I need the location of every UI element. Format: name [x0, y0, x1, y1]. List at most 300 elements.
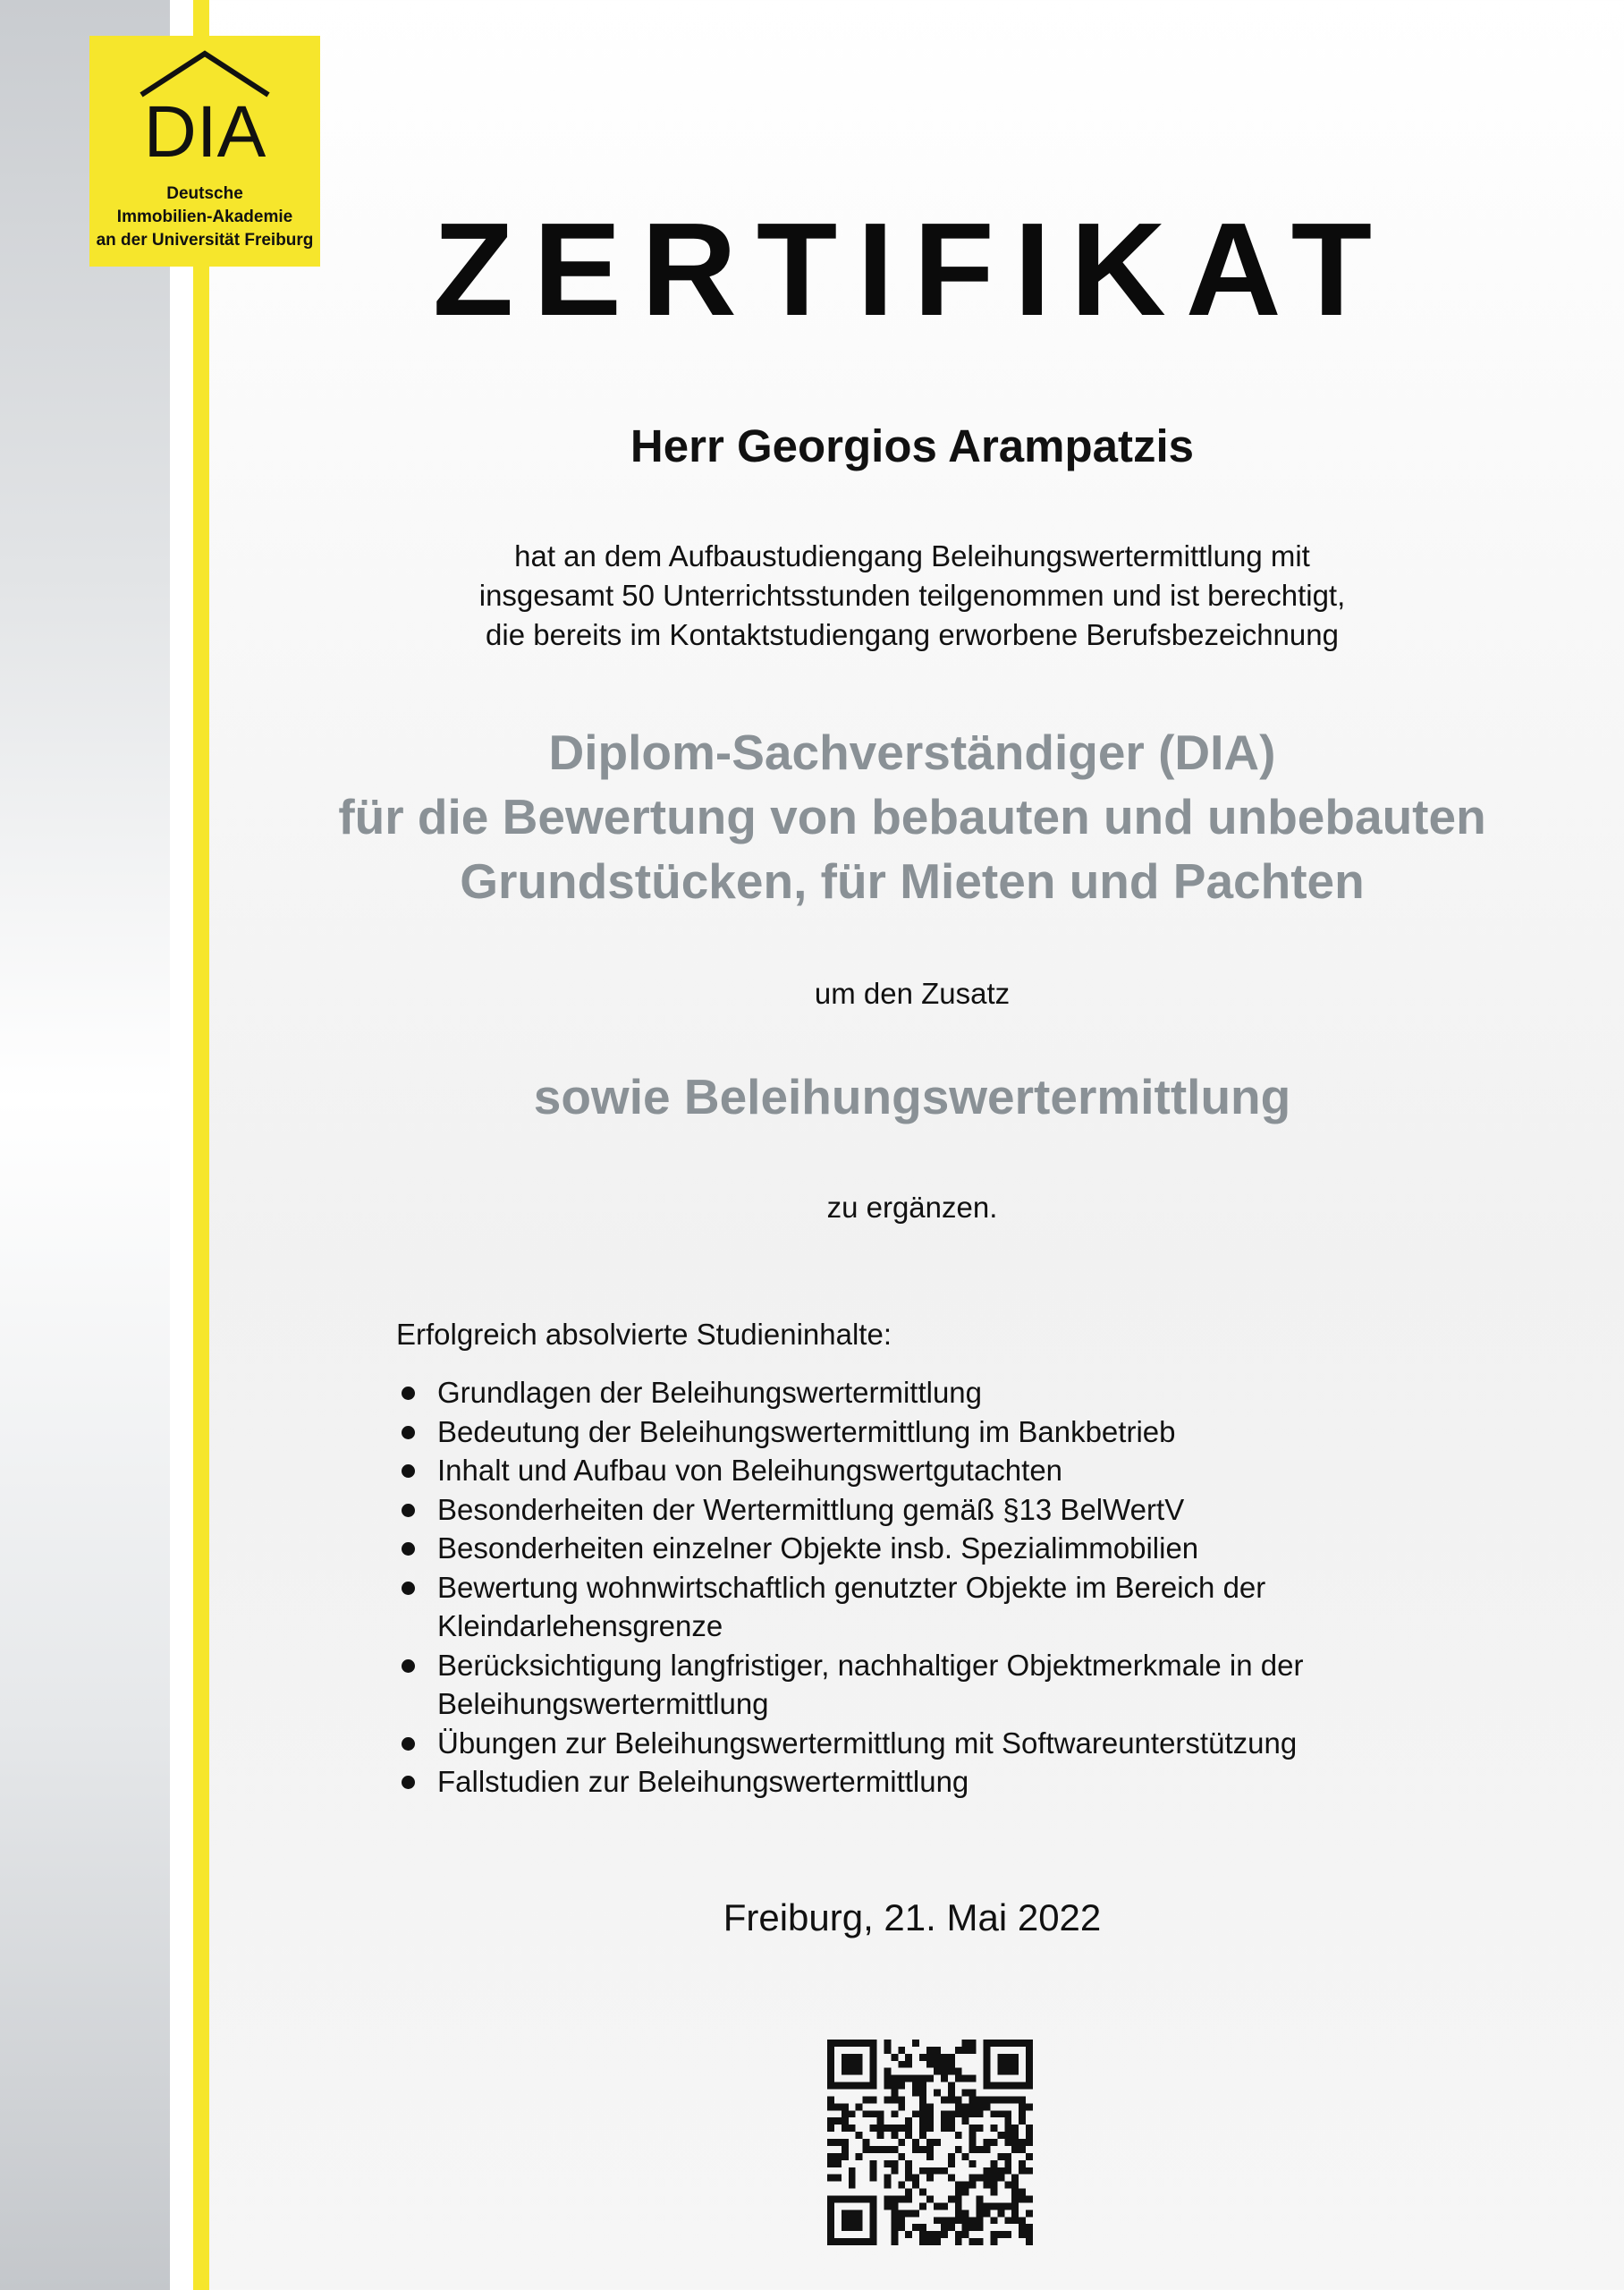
qr-module [891, 2075, 898, 2082]
qr-module [912, 2224, 919, 2231]
qr-module [1019, 2189, 1026, 2196]
qr-module [884, 2068, 891, 2075]
contents-heading: Erfolgreich absolvierte Studieninhalte: [396, 1318, 892, 1351]
qr-module [926, 2153, 934, 2160]
qr-module [898, 2217, 905, 2224]
qr-module [969, 2103, 977, 2110]
qr-module [898, 2209, 905, 2217]
bullet-icon [402, 1426, 415, 1439]
qr-module [877, 2110, 884, 2117]
qr-module [898, 2082, 905, 2090]
qr-module [1004, 2040, 1011, 2047]
qr-module [955, 2096, 962, 2103]
qr-module [827, 2139, 834, 2146]
qr-module [919, 2202, 926, 2209]
qr-module [912, 2146, 919, 2153]
qr-module [842, 2110, 849, 2117]
qr-module [997, 2231, 1004, 2238]
qr-module [962, 2090, 969, 2097]
qr-module [884, 2182, 891, 2189]
qr-module [983, 2182, 990, 2189]
qr-module [1019, 2160, 1026, 2167]
qr-module [1011, 2132, 1019, 2139]
qr-module [884, 2146, 891, 2153]
qr-module [983, 2209, 990, 2217]
qr-module [870, 2238, 877, 2245]
bullet-icon [402, 1776, 415, 1789]
qr-module [856, 2054, 863, 2061]
qr-module [834, 2160, 842, 2167]
qr-module [891, 2146, 898, 2153]
qr-module [849, 2061, 856, 2068]
qr-module [849, 2040, 856, 2047]
qr-module [870, 2160, 877, 2167]
qr-module [1019, 2139, 1026, 2146]
qr-module [941, 2068, 948, 2075]
qr-module [977, 2209, 984, 2217]
qr-module [948, 2061, 955, 2068]
qr-module [1019, 2096, 1026, 2103]
qr-module [870, 2175, 877, 2182]
qr-module [842, 2054, 849, 2061]
qr-module [870, 2075, 877, 2082]
qr-module [842, 2195, 849, 2202]
qr-module [977, 2146, 984, 2153]
qr-module [969, 2146, 977, 2153]
qr-module [1011, 2195, 1019, 2202]
qr-module [969, 2090, 977, 2097]
decorative-gray-strip [0, 0, 170, 2290]
qr-module [1026, 2054, 1033, 2061]
qr-module [842, 2139, 849, 2146]
qr-module [948, 2125, 955, 2132]
qr-module [969, 2075, 977, 2082]
qr-module [997, 2153, 1004, 2160]
qr-module [941, 2167, 948, 2175]
qr-module [948, 2068, 955, 2075]
qr-module [1011, 2146, 1019, 2153]
qr-module [955, 2047, 962, 2054]
qr-module [934, 2047, 941, 2054]
qr-module [977, 2125, 984, 2132]
qr-module [948, 2096, 955, 2103]
qr-module [842, 2217, 849, 2224]
zusatz-title: sowie Beleihungswertermittlung [533, 1069, 1291, 1124]
qr-module [990, 2189, 997, 2196]
qr-module [827, 2047, 834, 2054]
list-item: Besonderheiten der Wertermittlung gemäß §13 BelWertV [396, 1490, 1523, 1530]
qr-module [919, 2090, 926, 2097]
list-item: Besonderheiten einzelner Objekte insb. Spezialimmobilien [396, 1529, 1523, 1568]
logo-mark: DIA [143, 91, 266, 173]
intro-line-1: hat an dem Aufbaustudiengang Beleihungswertermittlung mit [514, 539, 1310, 572]
qr-module [849, 2209, 856, 2217]
qr-module [898, 2125, 905, 2132]
qr-module [891, 2202, 898, 2209]
qr-module [891, 2167, 898, 2175]
qr-module [1011, 2189, 1019, 2196]
qr-module [856, 2217, 863, 2224]
qr-module [990, 2110, 997, 2117]
qr-module [849, 2068, 856, 2075]
qr-module [1004, 2202, 1011, 2209]
qr-module [827, 2160, 834, 2167]
qr-module [934, 2202, 941, 2209]
qr-module [870, 2167, 877, 2175]
qr-module [863, 2082, 870, 2090]
qr-module [919, 2096, 926, 2103]
qr-module [898, 2224, 905, 2231]
zusatz-intro: um den Zusatz [814, 977, 1011, 1010]
qr-module [1011, 2061, 1019, 2068]
qr-module [1019, 2082, 1026, 2090]
qr-module [1004, 2082, 1011, 2090]
list-item: Fallstudien zur Beleihungswertermittlung [396, 1762, 1523, 1802]
qr-module [1019, 2040, 1026, 2047]
qr-module [1026, 2139, 1033, 2146]
qr-module [834, 2153, 842, 2160]
qr-module [842, 2146, 849, 2153]
qr-module [870, 2217, 877, 2224]
qr-module [926, 2125, 934, 2132]
qr-module [863, 2096, 870, 2103]
qr-module [1026, 2231, 1033, 2238]
qr-module [905, 2160, 912, 2167]
qr-module [977, 2175, 984, 2182]
qr-module [941, 2110, 948, 2117]
qr-module [926, 2175, 934, 2182]
qr-module [983, 2061, 990, 2068]
qr-module [990, 2160, 997, 2167]
qr-module [870, 2047, 877, 2054]
qr-module [898, 2103, 905, 2110]
qr-module [1004, 2096, 1011, 2103]
qr-module [834, 2082, 842, 2090]
qr-module [919, 2054, 926, 2061]
qr-module [926, 2195, 934, 2202]
qr-module [891, 2160, 898, 2167]
qr-module [1011, 2125, 1019, 2132]
qr-module [898, 2195, 905, 2202]
qr-module [977, 2238, 984, 2245]
qr-module [1026, 2132, 1033, 2139]
qr-module [948, 2090, 955, 2097]
qr-module [1011, 2217, 1019, 2224]
qr-module [891, 2224, 898, 2231]
qr-module [948, 2082, 955, 2090]
qr-module [955, 2217, 962, 2224]
qr-module [990, 2231, 997, 2238]
qr-module [870, 2096, 877, 2103]
qr-module [1019, 2231, 1026, 2238]
qr-module [849, 2224, 856, 2231]
qr-module [926, 2231, 934, 2238]
qr-module [955, 2132, 962, 2139]
qr-module [926, 2103, 934, 2110]
qr-module [977, 2202, 984, 2209]
intro-line-3: die bereits im Kontaktstudiengang erworbene Berufsbezeichnung [486, 618, 1339, 651]
qr-module [884, 2160, 891, 2167]
qr-module [898, 2061, 905, 2068]
qr-module [990, 2139, 997, 2146]
qr-module [997, 2061, 1004, 2068]
qr-module [969, 2125, 977, 2132]
qr-module [962, 2075, 969, 2082]
qr-module [912, 2182, 919, 2189]
recipient-name: Herr Georgios Arampatzis [630, 420, 1195, 471]
qr-module [856, 2061, 863, 2068]
qr-module [884, 2040, 891, 2047]
house-roof-icon [89, 36, 320, 188]
degree-line-1: Diplom-Sachverständiger (DIA) [548, 725, 1276, 780]
qr-module [842, 2125, 849, 2132]
qr-module [1004, 2167, 1011, 2175]
qr-module [969, 2110, 977, 2117]
qr-module [1011, 2182, 1019, 2189]
qr-module [962, 2103, 969, 2110]
qr-module [891, 2195, 898, 2202]
qr-module [905, 2175, 912, 2182]
qr-module [941, 2202, 948, 2209]
qr-module [1004, 2068, 1011, 2075]
qr-module [990, 2082, 997, 2090]
qr-module [934, 2238, 941, 2245]
qr-module [969, 2238, 977, 2245]
qr-module [849, 2217, 856, 2224]
qr-module [962, 2117, 969, 2125]
qr-module [990, 2040, 997, 2047]
qr-module [827, 2103, 834, 2110]
qr-module [977, 2195, 984, 2202]
contents-list [396, 1373, 1523, 1802]
qr-module [1004, 2153, 1011, 2160]
qr-module [1026, 2047, 1033, 2054]
qr-module [834, 2117, 842, 2125]
qr-module [948, 2153, 955, 2160]
qr-module [969, 2047, 977, 2054]
qr-module [990, 2217, 997, 2224]
closing-text: zu ergänzen. [826, 1191, 998, 1224]
qr-code-icon[interactable] [827, 2040, 1033, 2245]
qr-module [912, 2110, 919, 2117]
qr-module [1026, 2209, 1033, 2217]
qr-module [905, 2167, 912, 2175]
qr-module [1026, 2153, 1033, 2160]
qr-module [884, 2096, 891, 2103]
qr-module [856, 2195, 863, 2202]
qr-module [905, 2231, 912, 2238]
qr-module [827, 2238, 834, 2245]
qr-module [842, 2040, 849, 2047]
qr-module [983, 2047, 990, 2054]
qr-module [912, 2175, 919, 2182]
qr-module [962, 2189, 969, 2196]
qr-module [919, 2167, 926, 2175]
qr-module [912, 2082, 919, 2090]
qr-module [919, 2146, 926, 2153]
list-item: Bewertung wohnwirtschaftlich genutzter Objekte im Bereich der Kleindarlehensgrenze [396, 1568, 1523, 1646]
qr-module [1026, 2195, 1033, 2202]
degree-line-2: für die Bewertung von bebauten und unbebauten [338, 789, 1486, 844]
qr-module [926, 2054, 934, 2061]
qr-module [955, 2231, 962, 2238]
decorative-yellow-line [193, 0, 209, 2290]
qr-module [990, 2175, 997, 2182]
qr-module [983, 2096, 990, 2103]
qr-module [898, 2096, 905, 2103]
qr-module [870, 2202, 877, 2209]
qr-module [905, 2189, 912, 2196]
qr-module [919, 2132, 926, 2139]
qr-module [997, 2209, 1004, 2217]
qr-module [969, 2040, 977, 2047]
qr-module [827, 2068, 834, 2075]
qr-module [849, 2238, 856, 2245]
qr-module [997, 2096, 1004, 2103]
qr-module [827, 2117, 834, 2125]
qr-module [941, 2075, 948, 2082]
qr-module [962, 2153, 969, 2160]
qr-module [877, 2132, 884, 2139]
qr-module [948, 2117, 955, 2125]
qr-module [834, 2103, 842, 2110]
qr-module [997, 2054, 1004, 2061]
qr-module [863, 2146, 870, 2153]
qr-module [983, 2082, 990, 2090]
qr-module [884, 2047, 891, 2054]
qr-module [1019, 2117, 1026, 2125]
place-date: Freiburg, 21. Mai 2022 [723, 1896, 1102, 1938]
qr-module [1026, 2167, 1033, 2175]
qr-module [1004, 2110, 1011, 2117]
qr-module [905, 2209, 912, 2217]
qr-module [1011, 2054, 1019, 2061]
qr-module [891, 2238, 898, 2245]
qr-module [1019, 2110, 1026, 2117]
qr-module [983, 2054, 990, 2061]
qr-module [983, 2075, 990, 2082]
qr-module [926, 2110, 934, 2117]
qr-module [955, 2075, 962, 2082]
qr-module [919, 2224, 926, 2231]
qr-module [827, 2217, 834, 2224]
qr-module [948, 2054, 955, 2061]
qr-module [905, 2117, 912, 2125]
qr-module [842, 2082, 849, 2090]
qr-module [849, 2195, 856, 2202]
qr-module [856, 2153, 863, 2160]
qr-module [1004, 2132, 1011, 2139]
qr-module [1026, 2125, 1033, 2132]
qr-module [997, 2040, 1004, 2047]
qr-module [977, 2110, 984, 2117]
qr-module [1004, 2231, 1011, 2238]
qr-module [955, 2182, 962, 2189]
qr-module [1011, 2082, 1019, 2090]
degree-line-3: Grundstücken, für Mieten und Pachten [460, 853, 1365, 909]
qr-module [941, 2096, 948, 2103]
qr-module [912, 2090, 919, 2097]
bullet-icon [402, 1387, 415, 1400]
qr-module [884, 2175, 891, 2182]
qr-module [856, 2224, 863, 2231]
qr-module [1011, 2096, 1019, 2103]
qr-module [926, 2238, 934, 2245]
qr-module [842, 2061, 849, 2068]
qr-module [849, 2125, 856, 2132]
qr-module [983, 2068, 990, 2075]
qr-module [1004, 2117, 1011, 2125]
qr-module [834, 2040, 842, 2047]
qr-module [842, 2209, 849, 2217]
qr-module [997, 2167, 1004, 2175]
logo-line-2: Immobilien-Akademie [116, 208, 293, 226]
qr-module [969, 2139, 977, 2146]
bullet-icon [402, 1504, 415, 1517]
qr-module [912, 2139, 919, 2146]
qr-module [969, 2132, 977, 2139]
list-item: Berücksichtigung langfristiger, nachhaltiger Objektmerkmale in der Beleihungswertermittlung [396, 1646, 1523, 1724]
degree-title [0, 720, 1624, 913]
qr-module [983, 2103, 990, 2110]
qr-module [849, 2182, 856, 2189]
qr-module [990, 2125, 997, 2132]
qr-module [919, 2125, 926, 2132]
qr-module [849, 2175, 856, 2182]
qr-module [827, 2125, 834, 2132]
qr-module [934, 2068, 941, 2075]
qr-module [870, 2110, 877, 2117]
qr-module [997, 2202, 1004, 2209]
qr-module [997, 2110, 1004, 2117]
qr-module [955, 2202, 962, 2209]
qr-module [934, 2139, 941, 2146]
qr-module [827, 2175, 834, 2182]
qr-module [891, 2132, 898, 2139]
qr-module [955, 2189, 962, 2196]
qr-module [955, 2209, 962, 2217]
qr-module [891, 2110, 898, 2117]
qr-module [926, 2167, 934, 2175]
qr-module [983, 2146, 990, 2153]
qr-module [891, 2054, 898, 2061]
qr-module [1004, 2054, 1011, 2061]
qr-module [997, 2068, 1004, 2075]
qr-module [983, 2202, 990, 2209]
logo-line-3: an der Universität Freiburg [96, 231, 314, 250]
qr-module [884, 2202, 891, 2209]
list-item: Grundlagen der Beleihungswertermittlung [396, 1373, 1523, 1412]
qr-module [884, 2195, 891, 2202]
qr-module [926, 2047, 934, 2054]
decorative-white-gap [170, 0, 193, 2290]
qr-module [842, 2153, 849, 2160]
qr-module [983, 2139, 990, 2146]
intro-line-2: insgesamt 50 Unterrichtsstunden teilgenommen und ist berechtigt, [478, 579, 1346, 612]
bullet-icon [402, 1542, 415, 1556]
qr-module [884, 2125, 891, 2132]
qr-module [934, 2231, 941, 2238]
qr-module [962, 2040, 969, 2047]
qr-module [990, 2202, 997, 2209]
qr-module [1019, 2167, 1026, 2175]
qr-module [934, 2167, 941, 2175]
qr-module [962, 2209, 969, 2217]
qr-module [827, 2195, 834, 2202]
qr-module [842, 2068, 849, 2075]
qr-module [919, 2189, 926, 2196]
qr-module [834, 2175, 842, 2182]
